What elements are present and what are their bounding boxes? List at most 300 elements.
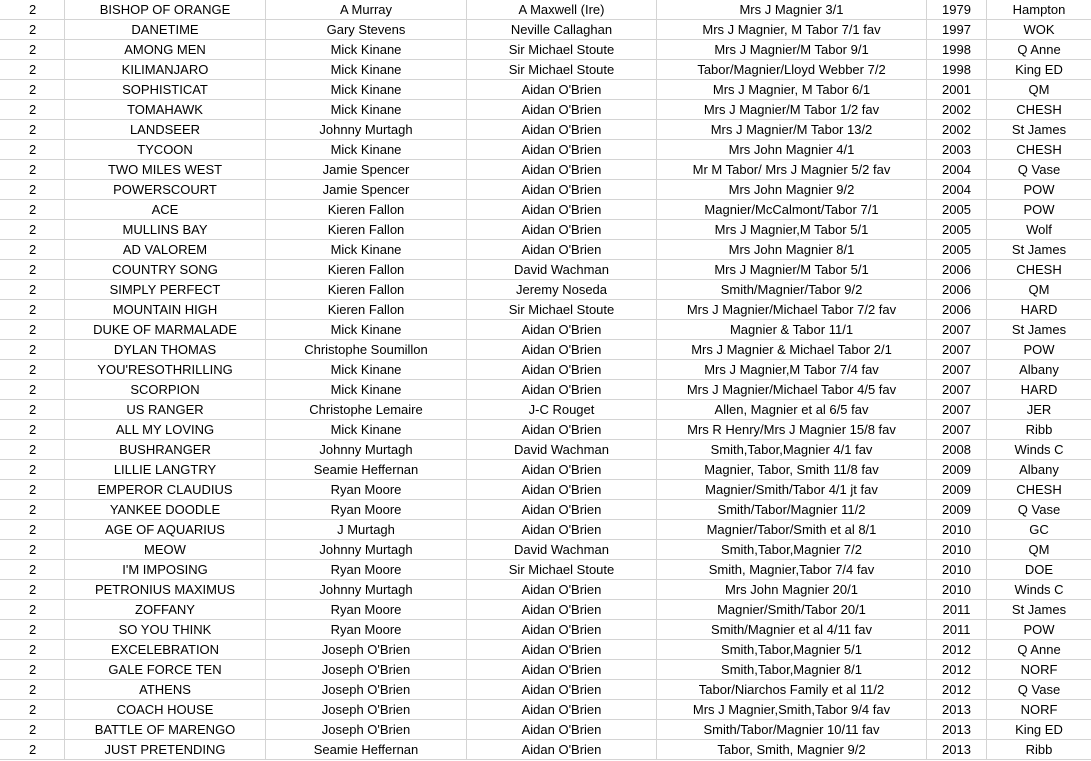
table-row (0, 260, 1091, 280)
jockey-cell[interactable]: Mick Kinane (266, 80, 467, 100)
jockey-cell[interactable]: Joseph O'Brien (266, 720, 467, 740)
owner-odds-cell[interactable]: Smith/Tabor/Magnier 10/11 fav (657, 720, 927, 740)
race-cell[interactable]: Q Vase (987, 680, 1091, 700)
year-cell[interactable]: 2009 (927, 500, 987, 520)
owner-odds-cell[interactable]: Smith,Tabor,Magnier 4/1 fav (657, 440, 927, 460)
position-cell[interactable]: 2 (0, 480, 65, 500)
table-row (0, 680, 1091, 700)
position-cell[interactable]: 2 (0, 440, 65, 460)
table-row (0, 240, 1091, 260)
race-cell[interactable]: Albany (987, 360, 1091, 380)
race-cell[interactable]: Winds C (987, 440, 1091, 460)
trainer-cell[interactable]: Aidan O'Brien (467, 80, 657, 100)
table-row (0, 380, 1091, 400)
horse-cell[interactable]: SIMPLY PERFECT (65, 280, 266, 300)
trainer-cell[interactable]: Aidan O'Brien (467, 360, 657, 380)
race-cell[interactable]: POW (987, 340, 1091, 360)
owner-odds-cell[interactable]: Smith, Magnier,Tabor 7/4 fav (657, 560, 927, 580)
horse-cell[interactable]: JUST PRETENDING (65, 740, 266, 760)
jockey-cell[interactable]: Kieren Fallon (266, 280, 467, 300)
trainer-cell[interactable]: Aidan O'Brien (467, 160, 657, 180)
horse-cell[interactable]: BUSHRANGER (65, 440, 266, 460)
position-cell[interactable]: 2 (0, 240, 65, 260)
race-cell[interactable]: Ribb (987, 420, 1091, 440)
jockey-cell[interactable]: Joseph O'Brien (266, 680, 467, 700)
trainer-cell[interactable]: Aidan O'Brien (467, 240, 657, 260)
race-cell[interactable]: Winds C (987, 580, 1091, 600)
horse-cell[interactable]: MULLINS BAY (65, 220, 266, 240)
jockey-cell[interactable]: Joseph O'Brien (266, 700, 467, 720)
year-cell[interactable]: 2010 (927, 540, 987, 560)
trainer-cell[interactable]: Aidan O'Brien (467, 640, 657, 660)
year-cell[interactable]: 2007 (927, 340, 987, 360)
jockey-cell[interactable]: Ryan Moore (266, 500, 467, 520)
position-cell[interactable]: 2 (0, 340, 65, 360)
trainer-cell[interactable]: Aidan O'Brien (467, 660, 657, 680)
horse-cell[interactable]: SOPHISTICAT (65, 80, 266, 100)
horse-cell[interactable]: SO YOU THINK (65, 620, 266, 640)
jockey-cell[interactable]: Christophe Soumillon (266, 340, 467, 360)
horse-cell[interactable]: KILIMANJARO (65, 60, 266, 80)
year-cell[interactable]: 1979 (927, 0, 987, 20)
horse-cell[interactable]: DYLAN THOMAS (65, 340, 266, 360)
year-cell[interactable]: 2013 (927, 720, 987, 740)
owner-odds-cell[interactable]: Mrs J Magnier/M Tabor 9/1 (657, 40, 927, 60)
jockey-cell[interactable]: Kieren Fallon (266, 300, 467, 320)
trainer-cell[interactable]: David Wachman (467, 440, 657, 460)
trainer-cell[interactable]: Aidan O'Brien (467, 200, 657, 220)
trainer-cell[interactable]: David Wachman (467, 540, 657, 560)
year-cell[interactable]: 2007 (927, 320, 987, 340)
owner-odds-cell[interactable]: Mrs J Magnier,M Tabor 7/4 fav (657, 360, 927, 380)
table-row (0, 540, 1091, 560)
trainer-cell[interactable]: Aidan O'Brien (467, 600, 657, 620)
year-cell[interactable]: 2007 (927, 360, 987, 380)
horse-cell[interactable]: TOMAHAWK (65, 100, 266, 120)
horse-cell[interactable]: TYCOON (65, 140, 266, 160)
horse-cell[interactable]: LILLIE LANGTRY (65, 460, 266, 480)
jockey-cell[interactable]: A Murray (266, 0, 467, 20)
owner-odds-cell[interactable]: Tabor/Niarchos Family et al 11/2 (657, 680, 927, 700)
position-cell[interactable]: 2 (0, 120, 65, 140)
race-cell[interactable]: Q Anne (987, 640, 1091, 660)
jockey-cell[interactable]: Mick Kinane (266, 40, 467, 60)
race-cell[interactable]: Q Vase (987, 160, 1091, 180)
table-row (0, 280, 1091, 300)
year-cell[interactable]: 2002 (927, 120, 987, 140)
jockey-cell[interactable]: Jamie Spencer (266, 160, 467, 180)
position-cell[interactable]: 2 (0, 300, 65, 320)
table-row (0, 580, 1091, 600)
position-cell[interactable]: 2 (0, 260, 65, 280)
race-cell[interactable]: King ED (987, 60, 1091, 80)
owner-odds-cell[interactable]: Tabor, Smith, Magnier 9/2 (657, 740, 927, 760)
race-cell[interactable]: CHESH (987, 140, 1091, 160)
table-row (0, 420, 1091, 440)
horse-cell[interactable]: LANDSEER (65, 120, 266, 140)
horse-cell[interactable]: EXCELEBRATION (65, 640, 266, 660)
jockey-cell[interactable]: Ryan Moore (266, 560, 467, 580)
table-row (0, 740, 1091, 760)
trainer-cell[interactable]: Aidan O'Brien (467, 340, 657, 360)
year-cell[interactable]: 2005 (927, 200, 987, 220)
race-cell[interactable]: DOE (987, 560, 1091, 580)
race-cell[interactable]: King ED (987, 720, 1091, 740)
jockey-cell[interactable]: Johnny Murtagh (266, 580, 467, 600)
position-cell[interactable]: 2 (0, 640, 65, 660)
jockey-cell[interactable]: Mick Kinane (266, 240, 467, 260)
race-cell[interactable]: CHESH (987, 480, 1091, 500)
year-cell[interactable]: 2006 (927, 280, 987, 300)
trainer-cell[interactable]: A Maxwell (Ire) (467, 0, 657, 20)
owner-odds-cell[interactable]: Smith,Tabor,Magnier 5/1 (657, 640, 927, 660)
table-row (0, 640, 1091, 660)
table-row (0, 360, 1091, 380)
horse-cell[interactable]: SCORPION (65, 380, 266, 400)
horse-cell[interactable]: AD VALOREM (65, 240, 266, 260)
trainer-cell[interactable]: Aidan O'Brien (467, 120, 657, 140)
race-cell[interactable]: Q Anne (987, 40, 1091, 60)
horse-cell[interactable]: ALL MY LOVING (65, 420, 266, 440)
owner-odds-cell[interactable]: Mrs J Magnier/Michael Tabor 7/2 fav (657, 300, 927, 320)
position-cell[interactable]: 2 (0, 360, 65, 380)
table-row (0, 20, 1091, 40)
owner-odds-cell[interactable]: Magnier/Smith/Tabor 20/1 (657, 600, 927, 620)
owner-odds-cell[interactable]: Smith,Tabor,Magnier 7/2 (657, 540, 927, 560)
position-cell[interactable]: 2 (0, 420, 65, 440)
owner-odds-cell[interactable]: Mrs R Henry/Mrs J Magnier 15/8 fav (657, 420, 927, 440)
race-cell[interactable]: St James (987, 320, 1091, 340)
year-cell[interactable]: 1998 (927, 40, 987, 60)
year-cell[interactable]: 2012 (927, 680, 987, 700)
owner-odds-cell[interactable]: Mrs J Magnier,M Tabor 5/1 (657, 220, 927, 240)
race-cell[interactable]: HARD (987, 300, 1091, 320)
year-cell[interactable]: 2001 (927, 80, 987, 100)
position-cell[interactable]: 2 (0, 0, 65, 20)
year-cell[interactable]: 2009 (927, 480, 987, 500)
jockey-cell[interactable]: Mick Kinane (266, 320, 467, 340)
position-cell[interactable]: 2 (0, 180, 65, 200)
year-cell[interactable]: 2010 (927, 560, 987, 580)
owner-odds-cell[interactable]: Magnier/McCalmont/Tabor 7/1 (657, 200, 927, 220)
trainer-cell[interactable]: Aidan O'Brien (467, 460, 657, 480)
horse-cell[interactable]: AMONG MEN (65, 40, 266, 60)
horse-cell[interactable]: I'M IMPOSING (65, 560, 266, 580)
trainer-cell[interactable]: J-C Rouget (467, 400, 657, 420)
year-cell[interactable]: 2004 (927, 180, 987, 200)
year-cell[interactable]: 2012 (927, 660, 987, 680)
trainer-cell[interactable]: Aidan O'Brien (467, 500, 657, 520)
horse-cell[interactable]: GALE FORCE TEN (65, 660, 266, 680)
race-cell[interactable]: Ribb (987, 740, 1091, 760)
position-cell[interactable]: 2 (0, 600, 65, 620)
trainer-cell[interactable]: Aidan O'Brien (467, 740, 657, 760)
jockey-cell[interactable]: Ryan Moore (266, 620, 467, 640)
trainer-cell[interactable]: Aidan O'Brien (467, 680, 657, 700)
owner-odds-cell[interactable]: Smith/Magnier/Tabor 9/2 (657, 280, 927, 300)
horse-cell[interactable]: COUNTRY SONG (65, 260, 266, 280)
horse-cell[interactable]: US RANGER (65, 400, 266, 420)
year-cell[interactable]: 2013 (927, 700, 987, 720)
race-cell[interactable]: CHESH (987, 100, 1091, 120)
position-cell[interactable]: 2 (0, 60, 65, 80)
trainer-cell[interactable]: Aidan O'Brien (467, 620, 657, 640)
jockey-cell[interactable]: Mick Kinane (266, 60, 467, 80)
owner-odds-cell[interactable]: Mrs John Magnier 8/1 (657, 240, 927, 260)
table-row (0, 340, 1091, 360)
table-row (0, 520, 1091, 540)
trainer-cell[interactable]: Aidan O'Brien (467, 380, 657, 400)
race-cell[interactable]: POW (987, 180, 1091, 200)
owner-odds-cell[interactable]: Mrs J Magnier/Michael Tabor 4/5 fav (657, 380, 927, 400)
owner-odds-cell[interactable]: Mrs John Magnier 20/1 (657, 580, 927, 600)
horse-cell[interactable]: EMPEROR CLAUDIUS (65, 480, 266, 500)
position-cell[interactable]: 2 (0, 660, 65, 680)
horse-cell[interactable]: YANKEE DOODLE (65, 500, 266, 520)
year-cell[interactable]: 2008 (927, 440, 987, 460)
owner-odds-cell[interactable]: Mrs J Magnier/M Tabor 5/1 (657, 260, 927, 280)
horse-cell[interactable]: DANETIME (65, 20, 266, 40)
table-row (0, 140, 1091, 160)
position-cell[interactable]: 2 (0, 160, 65, 180)
table-row (0, 200, 1091, 220)
trainer-cell[interactable]: Aidan O'Brien (467, 180, 657, 200)
race-cell[interactable]: Q Vase (987, 500, 1091, 520)
horse-cell[interactable]: DUKE OF MARMALADE (65, 320, 266, 340)
race-cell[interactable]: JER (987, 400, 1091, 420)
race-cell[interactable]: Wolf (987, 220, 1091, 240)
year-cell[interactable]: 2010 (927, 520, 987, 540)
jockey-cell[interactable]: Seamie Heffernan (266, 460, 467, 480)
horse-cell[interactable]: ATHENS (65, 680, 266, 700)
horse-cell[interactable]: YOU'RESOTHRILLING (65, 360, 266, 380)
race-cell[interactable]: POW (987, 620, 1091, 640)
race-cell[interactable]: CHESH (987, 260, 1091, 280)
owner-odds-cell[interactable]: Mrs J Magnier/M Tabor 1/2 fav (657, 100, 927, 120)
jockey-cell[interactable]: Jamie Spencer (266, 180, 467, 200)
trainer-cell[interactable]: Sir Michael Stoute (467, 560, 657, 580)
owner-odds-cell[interactable]: Smith/Tabor/Magnier 11/2 (657, 500, 927, 520)
race-cell[interactable]: QM (987, 80, 1091, 100)
jockey-cell[interactable]: Kieren Fallon (266, 220, 467, 240)
table-row (0, 500, 1091, 520)
trainer-cell[interactable]: Aidan O'Brien (467, 720, 657, 740)
race-cell[interactable]: HARD (987, 380, 1091, 400)
trainer-cell[interactable]: Aidan O'Brien (467, 480, 657, 500)
horse-cell[interactable]: AGE OF AQUARIUS (65, 520, 266, 540)
year-cell[interactable]: 2007 (927, 420, 987, 440)
table-row (0, 0, 1091, 20)
trainer-cell[interactable]: Sir Michael Stoute (467, 40, 657, 60)
owner-odds-cell[interactable]: Magnier/Smith/Tabor 4/1 jt fav (657, 480, 927, 500)
horse-cell[interactable]: PETRONIUS MAXIMUS (65, 580, 266, 600)
position-cell[interactable]: 2 (0, 200, 65, 220)
year-cell[interactable]: 2009 (927, 460, 987, 480)
table-row (0, 160, 1091, 180)
race-cell[interactable]: POW (987, 200, 1091, 220)
table-row (0, 180, 1091, 200)
trainer-cell[interactable]: Aidan O'Brien (467, 140, 657, 160)
jockey-cell[interactable]: Mick Kinane (266, 380, 467, 400)
year-cell[interactable]: 1998 (927, 60, 987, 80)
horse-cell[interactable]: MOUNTAIN HIGH (65, 300, 266, 320)
year-cell[interactable]: 2002 (927, 100, 987, 120)
trainer-cell[interactable]: Aidan O'Brien (467, 580, 657, 600)
year-cell[interactable]: 2011 (927, 620, 987, 640)
position-cell[interactable]: 2 (0, 140, 65, 160)
position-cell[interactable]: 2 (0, 80, 65, 100)
jockey-cell[interactable]: Joseph O'Brien (266, 660, 467, 680)
owner-odds-cell[interactable]: Mrs J Magnier 3/1 (657, 0, 927, 20)
table-row (0, 300, 1091, 320)
position-cell[interactable]: 2 (0, 520, 65, 540)
jockey-cell[interactable]: Kieren Fallon (266, 200, 467, 220)
horse-cell[interactable]: ACE (65, 200, 266, 220)
trainer-cell[interactable]: Sir Michael Stoute (467, 300, 657, 320)
race-cell[interactable]: NORF (987, 700, 1091, 720)
table-row (0, 620, 1091, 640)
year-cell[interactable]: 2007 (927, 400, 987, 420)
jockey-cell[interactable]: Mick Kinane (266, 420, 467, 440)
table-row (0, 100, 1091, 120)
owner-odds-cell[interactable]: Mrs John Magnier 9/2 (657, 180, 927, 200)
position-cell[interactable]: 2 (0, 460, 65, 480)
year-cell[interactable]: 1997 (927, 20, 987, 40)
position-cell[interactable]: 2 (0, 400, 65, 420)
jockey-cell[interactable]: Mick Kinane (266, 140, 467, 160)
trainer-cell[interactable]: David Wachman (467, 260, 657, 280)
trainer-cell[interactable]: Aidan O'Brien (467, 520, 657, 540)
jockey-cell[interactable]: Johnny Murtagh (266, 440, 467, 460)
position-cell[interactable]: 2 (0, 220, 65, 240)
table-row (0, 80, 1091, 100)
position-cell[interactable]: 2 (0, 100, 65, 120)
position-cell[interactable]: 2 (0, 700, 65, 720)
horse-cell[interactable]: BATTLE OF MARENGO (65, 720, 266, 740)
trainer-cell[interactable]: Aidan O'Brien (467, 700, 657, 720)
trainer-cell[interactable]: Aidan O'Brien (467, 420, 657, 440)
jockey-cell[interactable]: Gary Stevens (266, 20, 467, 40)
table-row (0, 460, 1091, 480)
horse-cell[interactable]: MEOW (65, 540, 266, 560)
position-cell[interactable]: 2 (0, 40, 65, 60)
horse-cell[interactable]: ZOFFANY (65, 600, 266, 620)
year-cell[interactable]: 2003 (927, 140, 987, 160)
race-cell[interactable]: WOK (987, 20, 1091, 40)
year-cell[interactable]: 2011 (927, 600, 987, 620)
trainer-cell[interactable]: Aidan O'Brien (467, 100, 657, 120)
owner-odds-cell[interactable]: Mr M Tabor/ Mrs J Magnier 5/2 fav (657, 160, 927, 180)
table-row (0, 120, 1091, 140)
table-row (0, 40, 1091, 60)
trainer-cell[interactable]: Sir Michael Stoute (467, 60, 657, 80)
trainer-cell[interactable]: Neville Callaghan (467, 20, 657, 40)
owner-odds-cell[interactable]: Mrs J Magnier,Smith,Tabor 9/4 fav (657, 700, 927, 720)
jockey-cell[interactable]: Ryan Moore (266, 600, 467, 620)
owner-odds-cell[interactable]: Magnier & Tabor 11/1 (657, 320, 927, 340)
race-cell[interactable]: QM (987, 280, 1091, 300)
jockey-cell[interactable]: J Murtagh (266, 520, 467, 540)
race-cell[interactable]: Albany (987, 460, 1091, 480)
position-cell[interactable]: 2 (0, 380, 65, 400)
owner-odds-cell[interactable]: Mrs J Magnier/M Tabor 13/2 (657, 120, 927, 140)
table-row (0, 480, 1091, 500)
position-cell[interactable]: 2 (0, 280, 65, 300)
position-cell[interactable]: 2 (0, 320, 65, 340)
owner-odds-cell[interactable]: Smith/Magnier et al 4/11 fav (657, 620, 927, 640)
position-cell[interactable]: 2 (0, 720, 65, 740)
table-row (0, 440, 1091, 460)
position-cell[interactable]: 2 (0, 580, 65, 600)
race-cell[interactable]: Hampton (987, 0, 1091, 20)
table-row (0, 220, 1091, 240)
horse-cell[interactable]: POWERSCOURT (65, 180, 266, 200)
trainer-cell[interactable]: Aidan O'Brien (467, 320, 657, 340)
jockey-cell[interactable]: Seamie Heffernan (266, 740, 467, 760)
owner-odds-cell[interactable]: Smith,Tabor,Magnier 8/1 (657, 660, 927, 680)
owner-odds-cell[interactable]: Allen, Magnier et al 6/5 fav (657, 400, 927, 420)
race-cell[interactable]: NORF (987, 660, 1091, 680)
year-cell[interactable]: 2010 (927, 580, 987, 600)
year-cell[interactable]: 2007 (927, 380, 987, 400)
horse-cell[interactable]: BISHOP OF ORANGE (65, 0, 266, 20)
jockey-cell[interactable]: Mick Kinane (266, 360, 467, 380)
owner-odds-cell[interactable]: Mrs J Magnier, M Tabor 7/1 fav (657, 20, 927, 40)
table-row (0, 600, 1091, 620)
owner-odds-cell[interactable]: Mrs John Magnier 4/1 (657, 140, 927, 160)
owner-odds-cell[interactable]: Magnier/Tabor/Smith et al 8/1 (657, 520, 927, 540)
owner-odds-cell[interactable]: Mrs J Magnier, M Tabor 6/1 (657, 80, 927, 100)
race-cell[interactable]: St James (987, 240, 1091, 260)
year-cell[interactable]: 2012 (927, 640, 987, 660)
position-cell[interactable]: 2 (0, 620, 65, 640)
owner-odds-cell[interactable]: Magnier, Tabor, Smith 11/8 fav (657, 460, 927, 480)
horse-cell[interactable]: TWO MILES WEST (65, 160, 266, 180)
jockey-cell[interactable]: Johnny Murtagh (266, 540, 467, 560)
jockey-cell[interactable]: Ryan Moore (266, 480, 467, 500)
jockey-cell[interactable]: Mick Kinane (266, 100, 467, 120)
position-cell[interactable]: 2 (0, 560, 65, 580)
position-cell[interactable]: 2 (0, 740, 65, 760)
position-cell[interactable]: 2 (0, 540, 65, 560)
jockey-cell[interactable]: Kieren Fallon (266, 260, 467, 280)
horse-cell[interactable]: COACH HOUSE (65, 700, 266, 720)
year-cell[interactable]: 2006 (927, 260, 987, 280)
position-cell[interactable]: 2 (0, 500, 65, 520)
year-cell[interactable]: 2005 (927, 220, 987, 240)
trainer-cell[interactable]: Aidan O'Brien (467, 220, 657, 240)
race-cell[interactable]: QM (987, 540, 1091, 560)
table-row (0, 660, 1091, 680)
year-cell[interactable]: 2006 (927, 300, 987, 320)
year-cell[interactable]: 2005 (927, 240, 987, 260)
race-cell[interactable]: St James (987, 600, 1091, 620)
trainer-cell[interactable]: Jeremy Noseda (467, 280, 657, 300)
year-cell[interactable]: 2013 (927, 740, 987, 760)
table-row (0, 720, 1091, 740)
table-row (0, 400, 1091, 420)
year-cell[interactable]: 2004 (927, 160, 987, 180)
jockey-cell[interactable]: Christophe Lemaire (266, 400, 467, 420)
owner-odds-cell[interactable]: Mrs J Magnier & Michael Tabor 2/1 (657, 340, 927, 360)
jockey-cell[interactable]: Johnny Murtagh (266, 120, 467, 140)
race-cell[interactable]: St James (987, 120, 1091, 140)
race-cell[interactable]: GC (987, 520, 1091, 540)
position-cell[interactable]: 2 (0, 20, 65, 40)
position-cell[interactable]: 2 (0, 680, 65, 700)
owner-odds-cell[interactable]: Tabor/Magnier/Lloyd Webber 7/2 (657, 60, 927, 80)
jockey-cell[interactable]: Joseph O'Brien (266, 640, 467, 660)
